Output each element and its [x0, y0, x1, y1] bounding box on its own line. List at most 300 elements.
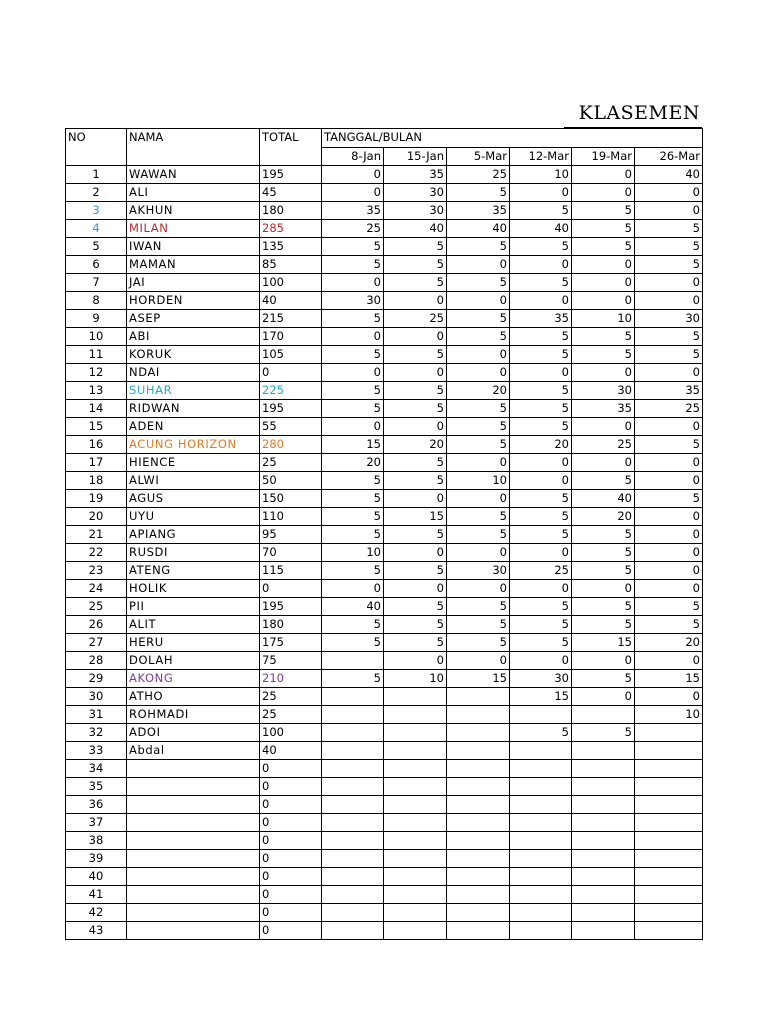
row-score	[572, 706, 635, 724]
row-score: 30	[510, 670, 572, 688]
row-score	[447, 922, 510, 940]
row-score: 35	[322, 202, 384, 220]
row-score: 0	[447, 256, 510, 274]
row-number: 21	[66, 526, 127, 544]
row-total: 180	[260, 202, 322, 220]
row-score	[510, 904, 572, 922]
row-score: 5	[572, 238, 635, 256]
row-score: 5	[322, 472, 384, 490]
row-score	[384, 742, 447, 760]
row-name	[127, 886, 260, 904]
row-score: 5	[510, 274, 572, 292]
row-number: 15	[66, 418, 127, 436]
row-score	[322, 796, 384, 814]
row-number: 8	[66, 292, 127, 310]
row-score: 35	[510, 310, 572, 328]
row-score: 0	[510, 184, 572, 202]
row-total: 115	[260, 562, 322, 580]
row-score	[510, 814, 572, 832]
row-score	[384, 904, 447, 922]
table-row	[66, 184, 703, 202]
row-name	[127, 760, 260, 778]
row-score	[447, 886, 510, 904]
row-number: 16	[66, 436, 127, 454]
row-score: 0	[384, 328, 447, 346]
row-name: RUSDI	[127, 544, 260, 562]
row-name	[127, 814, 260, 832]
row-score: 5	[572, 346, 635, 364]
row-score: 5	[572, 670, 635, 688]
row-number: 23	[66, 562, 127, 580]
row-score	[447, 706, 510, 724]
table-row	[66, 166, 703, 184]
row-score	[635, 814, 703, 832]
row-score: 0	[384, 292, 447, 310]
row-score	[322, 886, 384, 904]
table-row	[66, 220, 703, 238]
date-header: 19-Mar	[572, 148, 635, 166]
row-score: 0	[635, 562, 703, 580]
date-header: 8-Jan	[322, 148, 384, 166]
row-score: 5	[572, 616, 635, 634]
row-score: 5	[384, 346, 447, 364]
row-score	[447, 814, 510, 832]
row-score	[510, 796, 572, 814]
table-row	[66, 256, 703, 274]
row-score: 5	[635, 346, 703, 364]
row-score: 25	[322, 220, 384, 238]
header-nama: NAMA	[127, 129, 260, 166]
row-score	[572, 796, 635, 814]
table-row	[66, 904, 703, 922]
row-score: 0	[635, 472, 703, 490]
header-total: TOTAL	[260, 129, 322, 166]
row-total: 195	[260, 166, 322, 184]
row-name: ATHO	[127, 688, 260, 706]
row-score: 5	[447, 418, 510, 436]
row-score	[447, 688, 510, 706]
row-total: 195	[260, 400, 322, 418]
table-row	[66, 472, 703, 490]
row-score: 5	[447, 274, 510, 292]
row-score: 15	[384, 508, 447, 526]
row-score: 5	[447, 598, 510, 616]
row-score: 0	[510, 544, 572, 562]
table-row	[66, 598, 703, 616]
row-score: 35	[447, 202, 510, 220]
table-row	[66, 742, 703, 760]
row-score: 0	[635, 652, 703, 670]
row-score	[510, 886, 572, 904]
row-name	[127, 922, 260, 940]
row-score	[447, 832, 510, 850]
row-score: 5	[635, 238, 703, 256]
row-total: 45	[260, 184, 322, 202]
row-score: 25	[510, 562, 572, 580]
row-score: 5	[510, 508, 572, 526]
row-score: 5	[322, 562, 384, 580]
row-total: 280	[260, 436, 322, 454]
row-score: 10	[635, 706, 703, 724]
table-row	[66, 760, 703, 778]
row-number: 14	[66, 400, 127, 418]
table-row	[66, 382, 703, 400]
row-score: 5	[510, 382, 572, 400]
row-score: 5	[510, 724, 572, 742]
row-number: 35	[66, 778, 127, 796]
row-score: 25	[572, 436, 635, 454]
page-title: KLASEMEN	[578, 102, 700, 124]
row-score: 5	[510, 328, 572, 346]
row-total: 25	[260, 688, 322, 706]
date-header: 26-Mar	[635, 148, 703, 166]
row-score: 5	[635, 490, 703, 508]
row-score: 5	[384, 274, 447, 292]
header-tanggal-bulan: TANGGAL/BULAN	[322, 129, 703, 148]
row-name: HIENCE	[127, 454, 260, 472]
row-number: 26	[66, 616, 127, 634]
row-score: 0	[572, 454, 635, 472]
row-score: 10	[572, 310, 635, 328]
table-row	[66, 490, 703, 508]
row-score: 25	[447, 166, 510, 184]
row-name	[127, 904, 260, 922]
row-name: AKONG	[127, 670, 260, 688]
row-score	[384, 778, 447, 796]
row-total: 0	[260, 886, 322, 904]
table-row	[66, 922, 703, 940]
row-score: 5	[322, 508, 384, 526]
row-score: 0	[635, 364, 703, 382]
row-number: 41	[66, 886, 127, 904]
table-row	[66, 778, 703, 796]
row-score: 0	[510, 256, 572, 274]
row-name: MAMAN	[127, 256, 260, 274]
row-name: NDAI	[127, 364, 260, 382]
row-name: WAWAN	[127, 166, 260, 184]
row-name: PII	[127, 598, 260, 616]
row-score: 0	[635, 418, 703, 436]
row-score	[572, 832, 635, 850]
row-total: 0	[260, 904, 322, 922]
row-score: 0	[384, 544, 447, 562]
row-name	[127, 796, 260, 814]
row-score: 0	[510, 472, 572, 490]
table-row	[66, 634, 703, 652]
table-row	[66, 364, 703, 382]
row-name	[127, 832, 260, 850]
row-score: 0	[572, 274, 635, 292]
row-score: 5	[447, 634, 510, 652]
row-score: 5	[322, 634, 384, 652]
row-score	[322, 778, 384, 796]
table-row	[66, 238, 703, 256]
row-score: 5	[322, 346, 384, 364]
row-score	[635, 832, 703, 850]
row-score	[447, 904, 510, 922]
row-score: 0	[384, 490, 447, 508]
row-score: 5	[384, 562, 447, 580]
row-score: 15	[447, 670, 510, 688]
table-row	[66, 508, 703, 526]
row-score: 5	[384, 382, 447, 400]
row-number: 12	[66, 364, 127, 382]
row-score: 5	[322, 616, 384, 634]
row-score: 5	[447, 436, 510, 454]
row-total: 150	[260, 490, 322, 508]
row-score: 0	[635, 184, 703, 202]
row-name: ALIT	[127, 616, 260, 634]
row-score: 5	[447, 310, 510, 328]
row-score	[635, 922, 703, 940]
row-total: 85	[260, 256, 322, 274]
row-score: 5	[384, 256, 447, 274]
table-row	[66, 544, 703, 562]
row-score	[635, 868, 703, 886]
row-name	[127, 778, 260, 796]
row-score: 5	[447, 184, 510, 202]
row-score	[572, 742, 635, 760]
row-name: AKHUN	[127, 202, 260, 220]
row-score: 20	[384, 436, 447, 454]
row-score	[322, 850, 384, 868]
row-score	[572, 760, 635, 778]
row-total: 95	[260, 526, 322, 544]
row-score: 5	[447, 238, 510, 256]
row-score: 5	[635, 328, 703, 346]
row-score	[635, 778, 703, 796]
row-score: 0	[447, 454, 510, 472]
row-number: 6	[66, 256, 127, 274]
row-number: 37	[66, 814, 127, 832]
row-score: 20	[322, 454, 384, 472]
row-score: 0	[322, 184, 384, 202]
row-score: 5	[384, 598, 447, 616]
row-total: 215	[260, 310, 322, 328]
row-total: 0	[260, 922, 322, 940]
table-row	[66, 670, 703, 688]
row-score	[322, 724, 384, 742]
row-score: 0	[635, 508, 703, 526]
row-score: 0	[322, 364, 384, 382]
row-name	[127, 868, 260, 886]
row-score: 25	[635, 400, 703, 418]
row-score	[384, 886, 447, 904]
row-score: 5	[572, 598, 635, 616]
row-name: ADEN	[127, 418, 260, 436]
row-score	[447, 778, 510, 796]
row-score: 15	[635, 670, 703, 688]
table-row	[66, 292, 703, 310]
row-score: 0	[510, 580, 572, 598]
row-score: 5	[510, 418, 572, 436]
row-score: 0	[635, 292, 703, 310]
row-score: 5	[322, 310, 384, 328]
row-score: 0	[635, 454, 703, 472]
row-score	[322, 868, 384, 886]
row-score	[384, 724, 447, 742]
row-score	[384, 760, 447, 778]
row-score: 5	[635, 598, 703, 616]
row-score: 0	[510, 292, 572, 310]
row-score: 10	[322, 544, 384, 562]
row-score: 0	[572, 580, 635, 598]
table-row	[66, 706, 703, 724]
row-score: 5	[384, 634, 447, 652]
row-score: 5	[322, 238, 384, 256]
row-number: 40	[66, 868, 127, 886]
row-name: AGUS	[127, 490, 260, 508]
row-score	[635, 724, 703, 742]
row-score: 5	[322, 526, 384, 544]
row-total: 100	[260, 274, 322, 292]
row-total: 210	[260, 670, 322, 688]
row-score	[635, 760, 703, 778]
row-score	[447, 868, 510, 886]
row-score: 0	[635, 544, 703, 562]
row-number: 1	[66, 166, 127, 184]
table-row	[66, 652, 703, 670]
standings-table	[65, 128, 703, 940]
row-total: 55	[260, 418, 322, 436]
row-score	[384, 688, 447, 706]
row-score	[572, 868, 635, 886]
row-score: 5	[384, 526, 447, 544]
row-name: ABI	[127, 328, 260, 346]
row-number: 5	[66, 238, 127, 256]
row-score: 5	[322, 382, 384, 400]
row-name: DOLAH	[127, 652, 260, 670]
row-score: 5	[447, 508, 510, 526]
row-score	[322, 814, 384, 832]
row-score: 5	[510, 346, 572, 364]
row-score: 40	[447, 220, 510, 238]
row-number: 36	[66, 796, 127, 814]
row-score: 40	[322, 598, 384, 616]
row-total: 25	[260, 454, 322, 472]
row-name: IWAN	[127, 238, 260, 256]
row-total: 285	[260, 220, 322, 238]
row-score: 30	[635, 310, 703, 328]
row-score: 0	[510, 652, 572, 670]
row-name: SUHAR	[127, 382, 260, 400]
row-number: 33	[66, 742, 127, 760]
row-score	[322, 832, 384, 850]
row-score	[447, 742, 510, 760]
row-name: ROHMADI	[127, 706, 260, 724]
row-total: 0	[260, 778, 322, 796]
row-number: 27	[66, 634, 127, 652]
row-score	[384, 832, 447, 850]
row-score: 0	[384, 364, 447, 382]
row-score: 5	[447, 400, 510, 418]
table-row	[66, 580, 703, 598]
table-row	[66, 688, 703, 706]
row-score	[510, 760, 572, 778]
row-score: 5	[322, 670, 384, 688]
row-number: 18	[66, 472, 127, 490]
row-score: 0	[572, 184, 635, 202]
row-score: 0	[384, 418, 447, 436]
header-row	[66, 129, 703, 148]
row-score	[572, 886, 635, 904]
row-number: 39	[66, 850, 127, 868]
row-score: 35	[635, 382, 703, 400]
table-row	[66, 400, 703, 418]
row-score: 5	[572, 526, 635, 544]
row-name: ADOI	[127, 724, 260, 742]
row-score: 15	[572, 634, 635, 652]
row-score: 0	[510, 454, 572, 472]
row-score: 0	[447, 364, 510, 382]
row-score	[447, 796, 510, 814]
row-score: 0	[447, 346, 510, 364]
row-score: 5	[510, 526, 572, 544]
row-number: 32	[66, 724, 127, 742]
row-score: 0	[447, 544, 510, 562]
row-score: 5	[384, 238, 447, 256]
row-score: 0	[635, 688, 703, 706]
date-header: 12-Mar	[510, 148, 572, 166]
row-score	[572, 850, 635, 868]
row-score	[384, 922, 447, 940]
date-header: 15-Jan	[384, 148, 447, 166]
row-name: ALI	[127, 184, 260, 202]
row-score: 0	[572, 688, 635, 706]
row-score: 5	[384, 454, 447, 472]
header-no: NO	[66, 129, 127, 166]
row-total: 105	[260, 346, 322, 364]
row-score: 0	[572, 166, 635, 184]
row-score: 5	[384, 400, 447, 418]
row-number: 4	[66, 220, 127, 238]
row-number: 22	[66, 544, 127, 562]
row-score: 0	[447, 490, 510, 508]
row-number: 43	[66, 922, 127, 940]
row-score: 5	[322, 490, 384, 508]
table-row	[66, 418, 703, 436]
table-row	[66, 310, 703, 328]
row-score: 10	[384, 670, 447, 688]
row-score	[510, 850, 572, 868]
row-score: 5	[447, 526, 510, 544]
row-score: 5	[510, 202, 572, 220]
row-score: 5	[510, 634, 572, 652]
row-number: 17	[66, 454, 127, 472]
row-score: 25	[384, 310, 447, 328]
row-score: 30	[572, 382, 635, 400]
row-score	[384, 868, 447, 886]
date-header: 5-Mar	[447, 148, 510, 166]
row-score: 5	[510, 490, 572, 508]
row-score: 0	[384, 580, 447, 598]
row-score: 5	[572, 220, 635, 238]
row-score: 0	[572, 418, 635, 436]
row-number: 31	[66, 706, 127, 724]
row-score: 30	[384, 184, 447, 202]
row-score: 5	[635, 256, 703, 274]
row-name: ALWI	[127, 472, 260, 490]
row-total: 180	[260, 616, 322, 634]
row-score	[572, 778, 635, 796]
table-row	[66, 562, 703, 580]
row-number: 42	[66, 904, 127, 922]
row-number: 11	[66, 346, 127, 364]
row-score: 0	[384, 652, 447, 670]
row-score	[322, 706, 384, 724]
row-total: 40	[260, 742, 322, 760]
row-score	[510, 922, 572, 940]
